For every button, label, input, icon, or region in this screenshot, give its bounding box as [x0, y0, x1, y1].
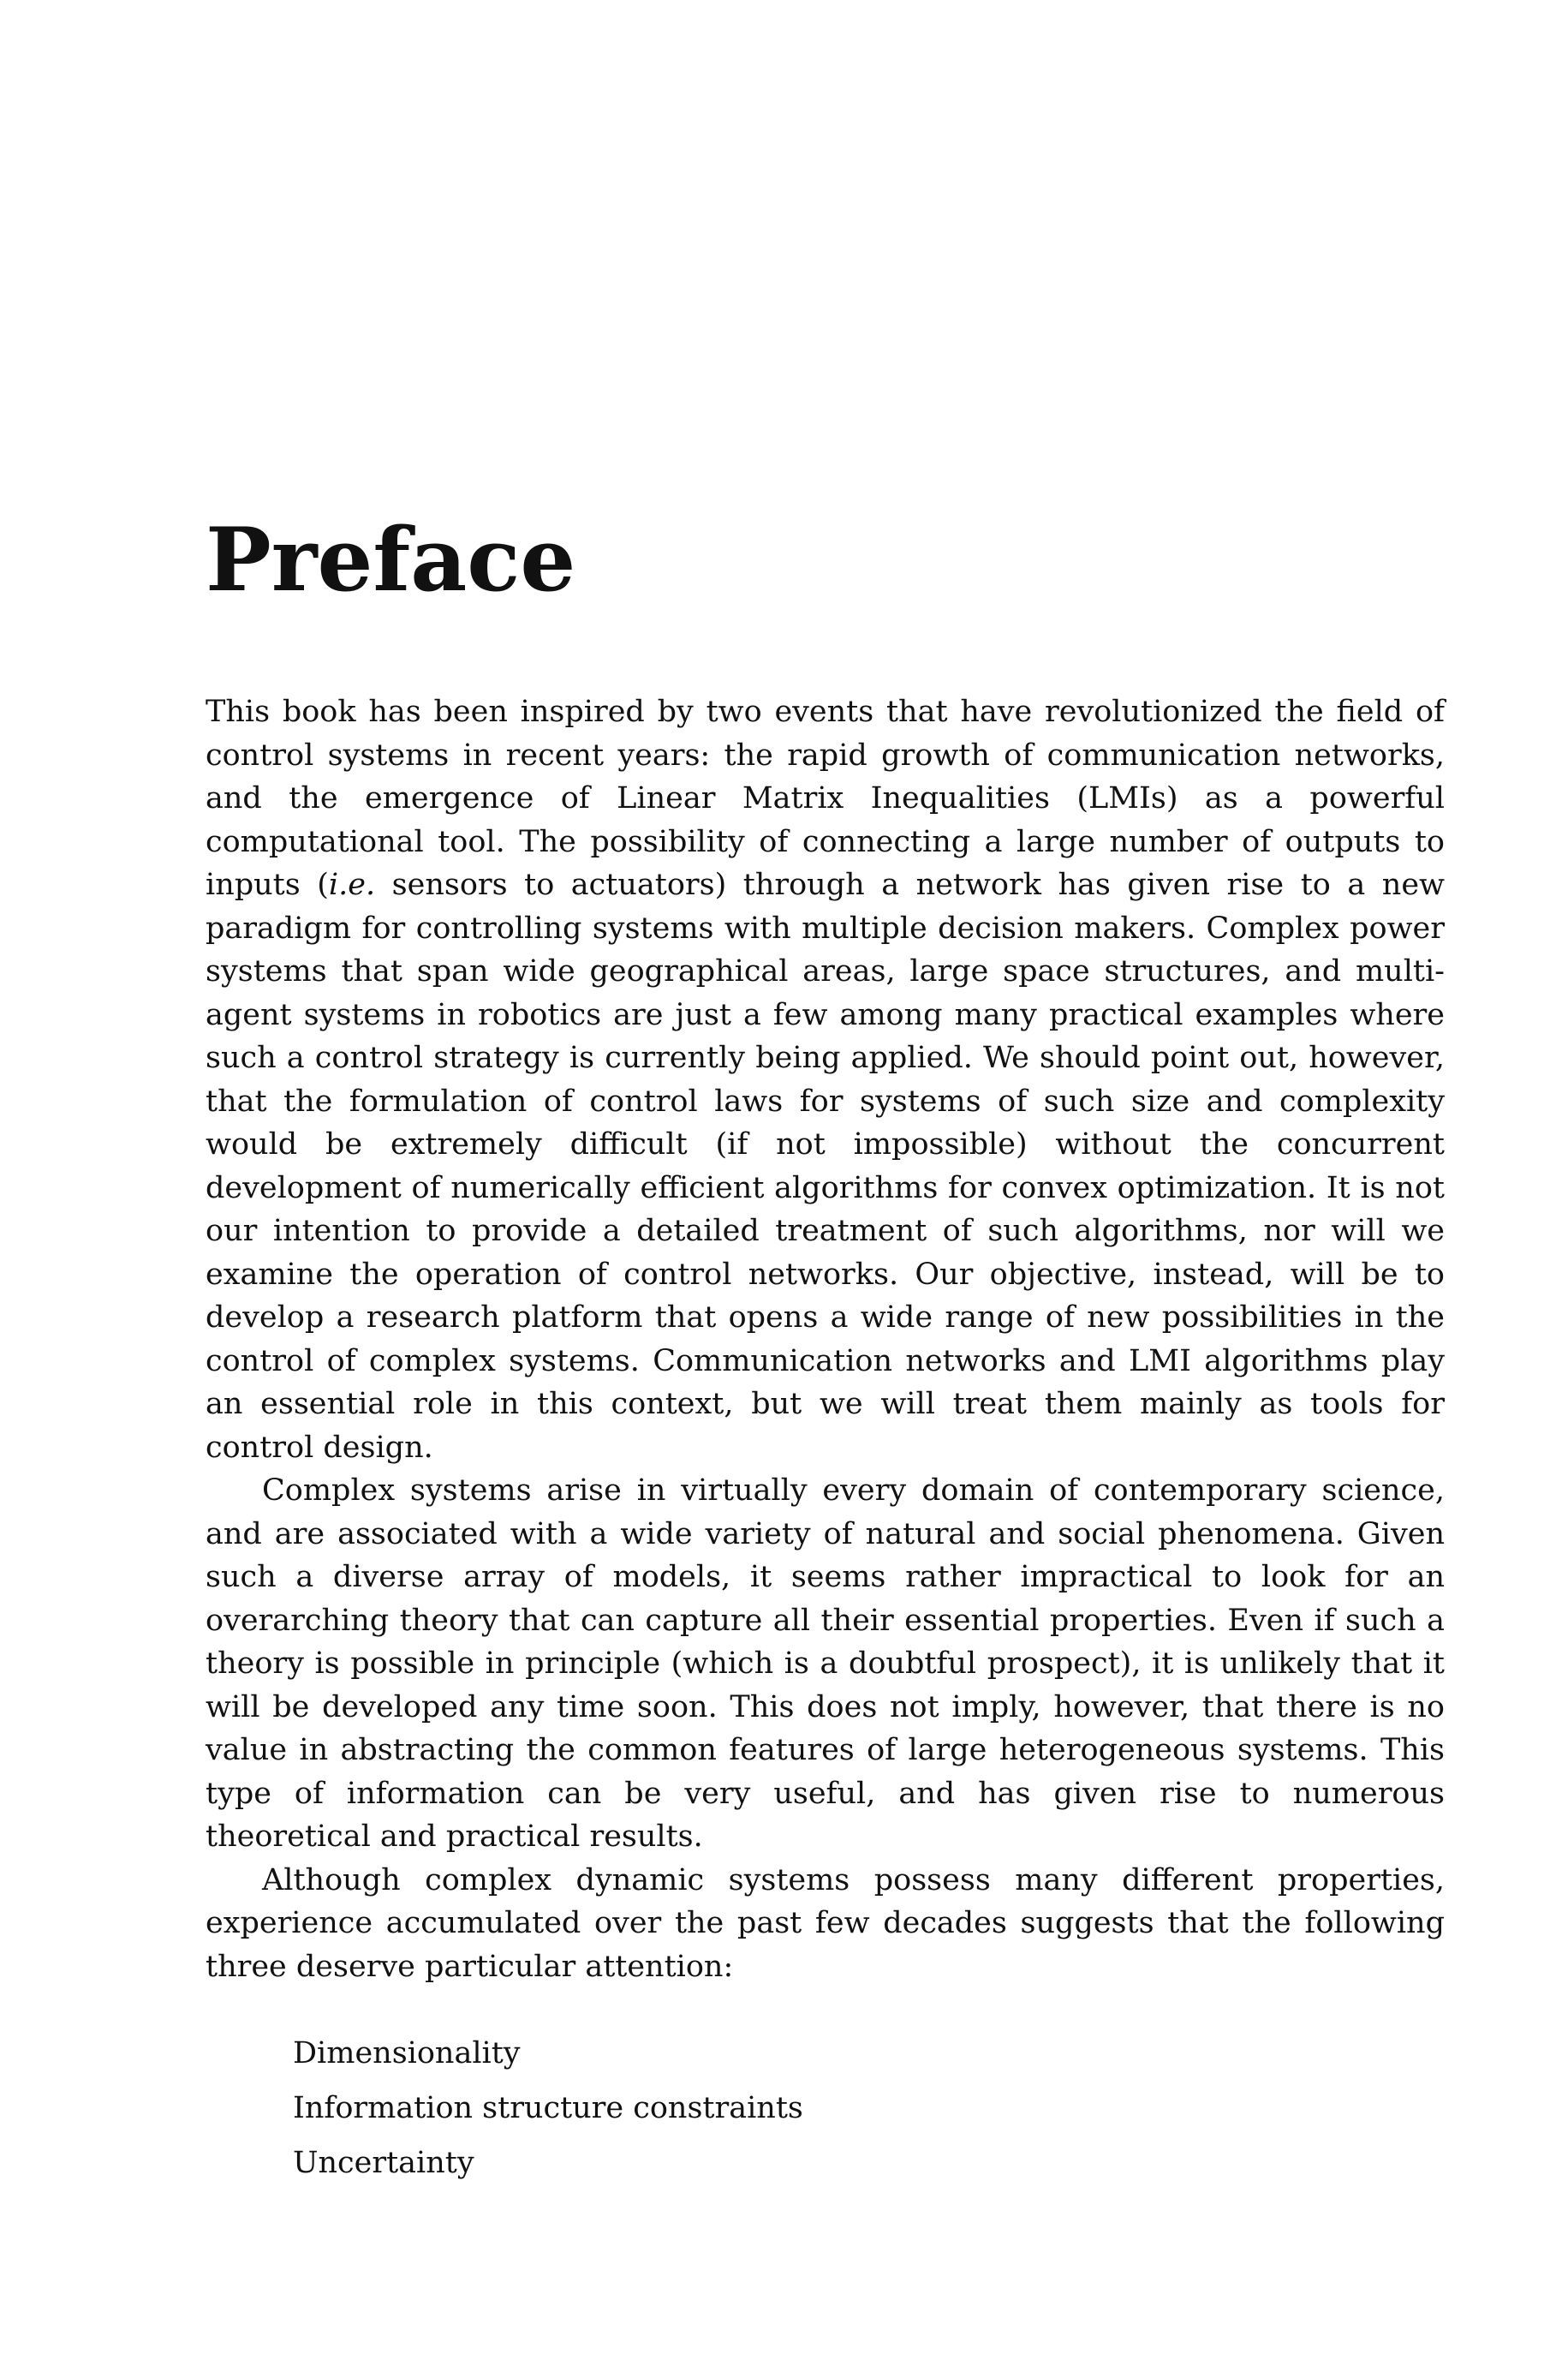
paragraph-1-part-b: sensors to actuators) through a network has given rise to a new paradigm for controlling systems with multiple decision makers. Complex power systems that span wide geographical areas, large space structures, and multi-agent systems in robotics are just a few among many practical examples where such a control strategy is currently being applied. We should point out, however, that the formulation of control laws for systems of such size and complexity would be extremely difficult (if not impossible) without the concurrent development of numerically efficient algorithms for convex optimization. It is not our intention to provide a detailed treatment of such algorithms, nor will we examine the operation of control networks. Our objective, instead, will be to develop a research platform that opens a wide range of new possibilities in the control of complex systems. Communication networks and LMI algorithms play an essential role in this context, but we will treat them mainly as tools for control design.	[206, 868, 1446, 1465]
list-item-uncertainty: Uncertainty	[293, 2146, 474, 2180]
paragraph-3: Although complex dynamic systems possess many different properties, experience accumulated over the past few decades suggests that the following three deserve particular attention:	[206, 1862, 1445, 1984]
list-item-dimensionality: Dimensionality	[293, 2036, 521, 2070]
page-title: Preface	[206, 509, 576, 612]
list-item-information-structure-constraints: Information structure constraints	[293, 2091, 803, 2125]
property-list	[293, 2026, 1445, 2190]
paragraph-1-part-a: This book has been inspired by two events that have revolutionized the field of control systems in recent years: the rapid growth of communication networks, and the emergence of Linear Matrix Inequalities (LMIs) as a powerful computational tool. The possibility of connecting a large number of outputs to inputs (	[206, 695, 1445, 902]
preface-body	[206, 690, 1445, 2190]
paragraph-2: Complex systems arise in virtually every domain of contemporary science, and are associated with a wide variety of natural and social phenomena. Given such a diverse array of models, it seems rather impractical to look for an overarching theory that can capture all their essential properties. Even if such a theory is possible in principle (which is a doubtful prospect), it is unlikely that it will be developed any time soon. This does not imply, however, that there is no value in abstracting the common features of large heterogeneous systems. This type of information can be very useful, and has given rise to numerous theoretical and practical results.	[206, 1473, 1445, 1854]
paragraph-1-emphasis: i.e.	[328, 868, 376, 902]
paragraph-1	[206, 690, 1445, 1469]
